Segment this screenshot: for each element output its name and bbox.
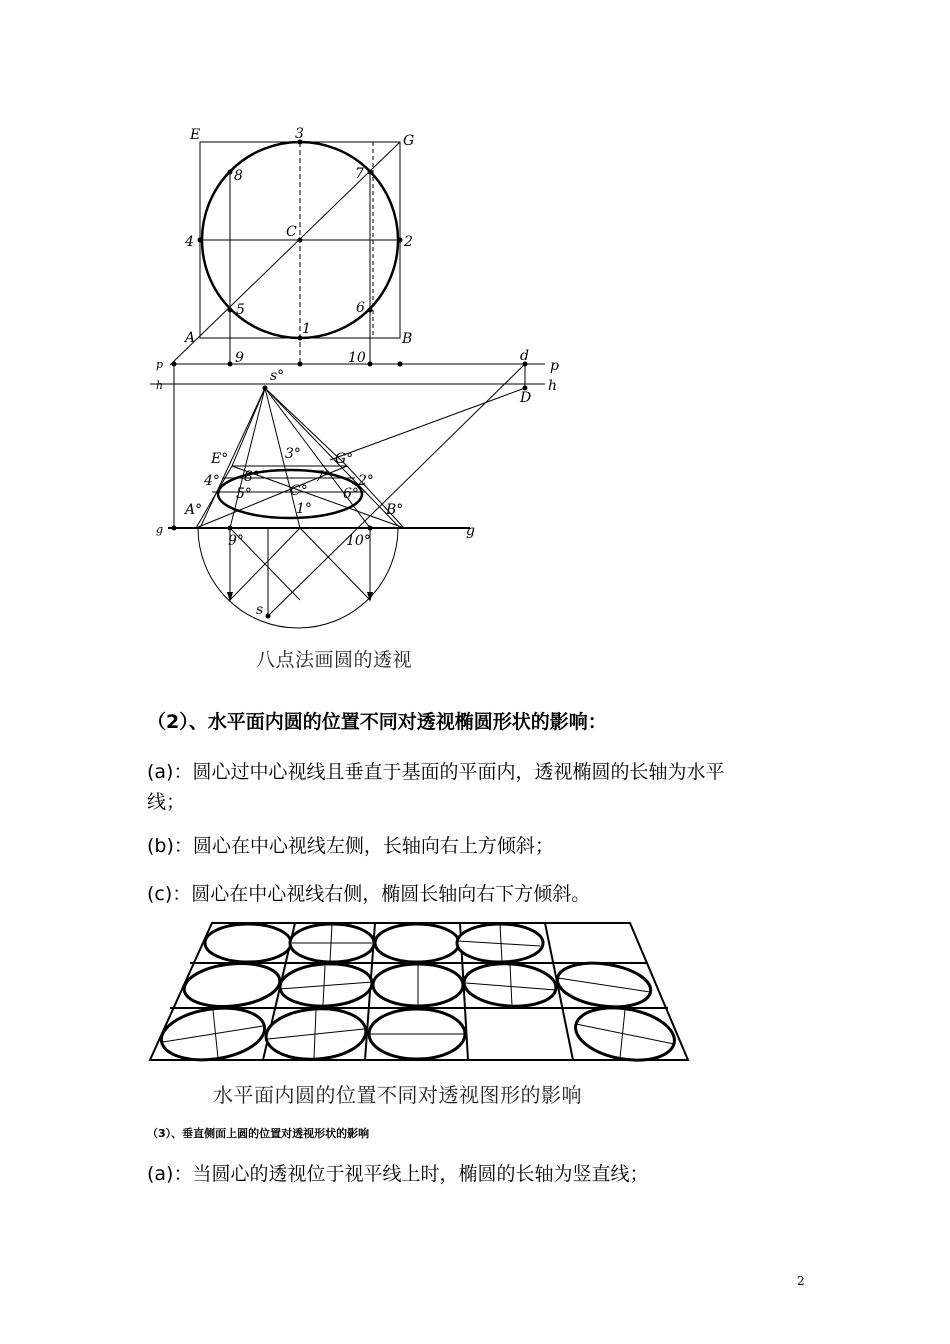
label-7: 7 [355, 166, 364, 182]
label-2-degree: 2° [358, 473, 374, 489]
label-g: g [466, 523, 475, 539]
label-4-degree: 4° [204, 473, 220, 489]
label-3-degree: 3° [285, 446, 301, 462]
label-9: 9 [235, 350, 244, 366]
label-5-degree: 5° [236, 486, 252, 502]
paragraph-a-line1: (a)：圆心过中心视线且垂直于基面的平面内，透视椭圆的长轴为水平 [147, 761, 725, 783]
label-8: 8 [234, 168, 243, 184]
label-G-degree: G° [335, 451, 354, 467]
label-p: p [550, 358, 559, 374]
label-B-degree: B° [386, 502, 404, 518]
label-C: C [286, 224, 297, 240]
paragraph-a-line2: 线； [147, 791, 186, 813]
label-s-degree: s° [270, 368, 285, 384]
label-p-left: p [156, 358, 164, 371]
page-number: 2 [797, 1274, 805, 1288]
label-6-degree: 6° [343, 486, 359, 502]
label-8-degree: 8° [244, 469, 260, 485]
label-G: G [403, 133, 415, 149]
label-g-left: g [156, 523, 164, 536]
label-D: D [520, 390, 532, 406]
label-10-degree: 10° [346, 533, 371, 549]
label-2: 2 [404, 234, 413, 250]
label-A: A [185, 330, 196, 346]
label-3: 3 [295, 126, 304, 142]
figure2-caption: 水平面内圆的位置不同对透视图形的影响 [213, 1083, 582, 1107]
label-6: 6 [356, 300, 365, 316]
label-B: B [402, 331, 413, 347]
label-h-left: h [156, 379, 164, 392]
label-4: 4 [185, 234, 194, 250]
label-h: h [548, 378, 558, 394]
label-C-degree: C° [290, 483, 308, 499]
section2-heading: （2）、水平面内圆的位置不同对透视椭圆形状的影响： [147, 711, 607, 733]
label-7-degree: 7° [315, 469, 331, 485]
label-E: E [190, 127, 201, 143]
section3-heading: （3）、垂直侧面上圆的位置对透视形状的影响 [147, 1127, 370, 1140]
label-s: s [256, 602, 264, 618]
eight-point-circle-figure [140, 120, 560, 630]
figure1-caption: 八点法画圆的透视 [256, 649, 413, 671]
label-E-degree: E° [211, 451, 229, 467]
label-1: 1 [302, 321, 311, 337]
label-10: 10 [348, 350, 366, 366]
ellipse-grid-figure [145, 918, 690, 1066]
paragraph-a [147, 757, 827, 817]
label-A-degree: A° [185, 502, 203, 518]
paragraph-b: (b)：圆心在中心视线左侧，长轴向右上方倾斜； [147, 835, 554, 857]
paragraph-c: (c)：圆心在中心视线右侧，椭圆长轴向右下方倾斜。 [147, 883, 591, 905]
label-d: d [520, 348, 529, 364]
label-5: 5 [236, 302, 245, 318]
label-9-degree: 9° [228, 533, 244, 549]
label-1-degree: 1° [296, 501, 312, 517]
paragraph-section3-a: (a)：当圆心的透视位于视平线上时，椭圆的长轴为竖直线； [147, 1163, 649, 1185]
